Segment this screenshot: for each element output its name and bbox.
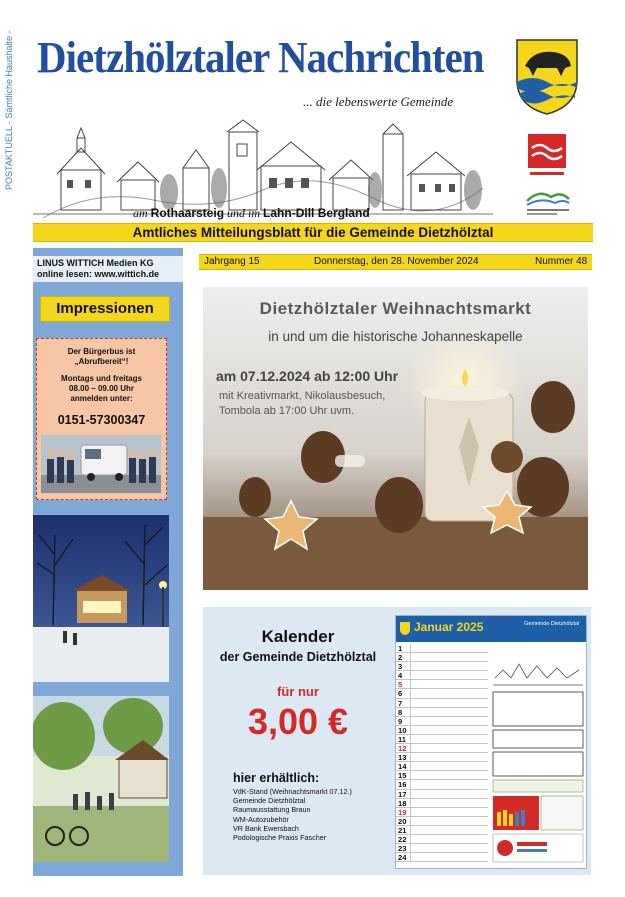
location-item: VR Bank Ewersbach xyxy=(233,823,299,833)
naturpark-logo-icon xyxy=(525,187,571,217)
calendar-day-row: 8 xyxy=(396,708,488,717)
location-item: Gemeinde Dietzhölztal xyxy=(233,796,306,806)
calendar-day-row: 1 xyxy=(396,644,488,653)
impressionen-heading: Impressionen xyxy=(40,296,170,322)
calendar-day-row: 2 xyxy=(396,653,488,662)
location-item: WM-Autozubehör xyxy=(233,814,289,824)
official-bulletin-banner: Amtliches Mitteilungsblatt für die Gemeinde Dietzhölztal xyxy=(33,223,593,242)
location-item: Podologische Praxis Fascher xyxy=(233,833,327,843)
calendar-subtitle: der Gemeinde Dietzhölztal xyxy=(219,650,377,664)
publisher-name: LINUS WITTICH Medien KG xyxy=(37,258,154,268)
bus-line-3: Montags und freitags xyxy=(61,374,142,383)
calendar-title: Kalender xyxy=(261,627,335,646)
jahrgang: Jahrgang 15 xyxy=(204,256,260,267)
calendar-day-row: 3 xyxy=(396,662,488,671)
calendar-org: Gemeinde Dietzhölztal xyxy=(524,621,580,627)
calendar-day-row: 9 xyxy=(396,717,488,726)
calendar-day-row: 15 xyxy=(396,771,488,780)
calendar-day-row: 17 xyxy=(396,790,488,799)
calendar-day-row: 10 xyxy=(396,726,488,735)
calendar-advertisement xyxy=(203,607,591,875)
calendar-for-only: für nur xyxy=(277,684,319,699)
calendar-day-row: 5 xyxy=(396,680,488,689)
rothaarsteig-logo-icon xyxy=(528,134,566,180)
issue-info-bar xyxy=(199,254,592,270)
market-title: Dietzhölztaler Weihnachtsmarkt xyxy=(259,299,532,318)
winter-night-photo xyxy=(33,515,169,682)
issue-number: Nummer 48 xyxy=(535,256,588,267)
coat-of-arms-icon xyxy=(513,36,581,116)
calendar-sheet-header xyxy=(396,616,587,642)
location-item: VdK-Stand (Weihnachtsmarkt 07.12.) xyxy=(233,787,352,796)
bus-phone-number: 0151-57300347 xyxy=(57,413,146,427)
calendar-day-row: 4 xyxy=(396,671,488,680)
calendar-side-panels xyxy=(491,644,586,869)
calendar-locations xyxy=(233,787,352,842)
crest-icon xyxy=(400,622,410,635)
market-details-2: Tombola ab 17:00 Uhr uvm. xyxy=(219,405,355,417)
buergerbus-team-photo xyxy=(41,435,161,493)
issue-date: Donnerstag, den 28. November 2024 xyxy=(314,256,479,267)
calendar-day-row: 16 xyxy=(396,780,488,789)
calendar-day-row: 20 xyxy=(396,817,488,826)
calendar-day-row: 21 xyxy=(396,826,488,835)
calendar-day-row: 22 xyxy=(396,835,488,844)
publisher-box xyxy=(33,256,183,282)
calendar-day-row: 18 xyxy=(396,799,488,808)
calendar-day-row: 11 xyxy=(396,735,488,744)
calendar-price: 3,00 € xyxy=(247,701,349,742)
calendar-day-row: 12 xyxy=(396,744,488,753)
calendar-day-row: 13 xyxy=(396,753,488,762)
market-subtitle: in und um die historische Johanneskapelle xyxy=(268,329,523,344)
market-date: am 07.12.2024 ab 12:00 Uhr xyxy=(216,368,399,384)
distribution-label: POSTAKTUELL - Sämtliche Haushalte - xyxy=(4,30,14,190)
region-line xyxy=(133,206,370,221)
region-prefix: am xyxy=(133,206,148,220)
masthead xyxy=(33,30,593,225)
calendar-day-row: 24 xyxy=(396,853,488,862)
bus-line-1: Der Bürgerbus ist xyxy=(67,347,136,356)
calendar-sheet-preview xyxy=(395,615,587,869)
newspaper-subtitle: ... die lebenswerte Gemeinde xyxy=(303,94,454,109)
bus-line-2: „Abrufbereit“! xyxy=(74,357,129,366)
calendar-month: Januar 2025 xyxy=(414,620,484,634)
spring-cabin-photo xyxy=(33,696,169,862)
region-rothaarsteig: Rothaarsteig xyxy=(150,206,225,220)
region-middle: und im xyxy=(227,206,261,220)
newspaper-title: Dietzhölztaler Nachrichten xyxy=(37,33,484,82)
calendar-day-row: 14 xyxy=(396,762,488,771)
calendar-day-row: 19 xyxy=(396,808,488,817)
region-lahn-dill: Lahn-Dill Bergland xyxy=(263,206,370,220)
bus-line-5: anmelden unter: xyxy=(70,394,133,403)
calendar-day-row: 6 xyxy=(396,689,488,698)
location-item: Raumausstattung Braun xyxy=(233,805,311,815)
calendar-day-list xyxy=(396,644,488,862)
calendar-day-row: 7 xyxy=(396,699,488,708)
bus-line-4: 08.00 – 09.00 Uhr xyxy=(69,384,134,393)
market-details-1: mit Kreativmarkt, Nikolausbesuch, xyxy=(219,390,386,402)
publisher-online-link[interactable]: online lesen: www.wittich.de xyxy=(37,269,160,279)
calendar-available-at: hier erhältlich: xyxy=(233,771,320,785)
calendar-day-row: 23 xyxy=(396,844,488,853)
christmas-market-announcement xyxy=(203,287,588,590)
buergerbus-box xyxy=(36,338,167,500)
